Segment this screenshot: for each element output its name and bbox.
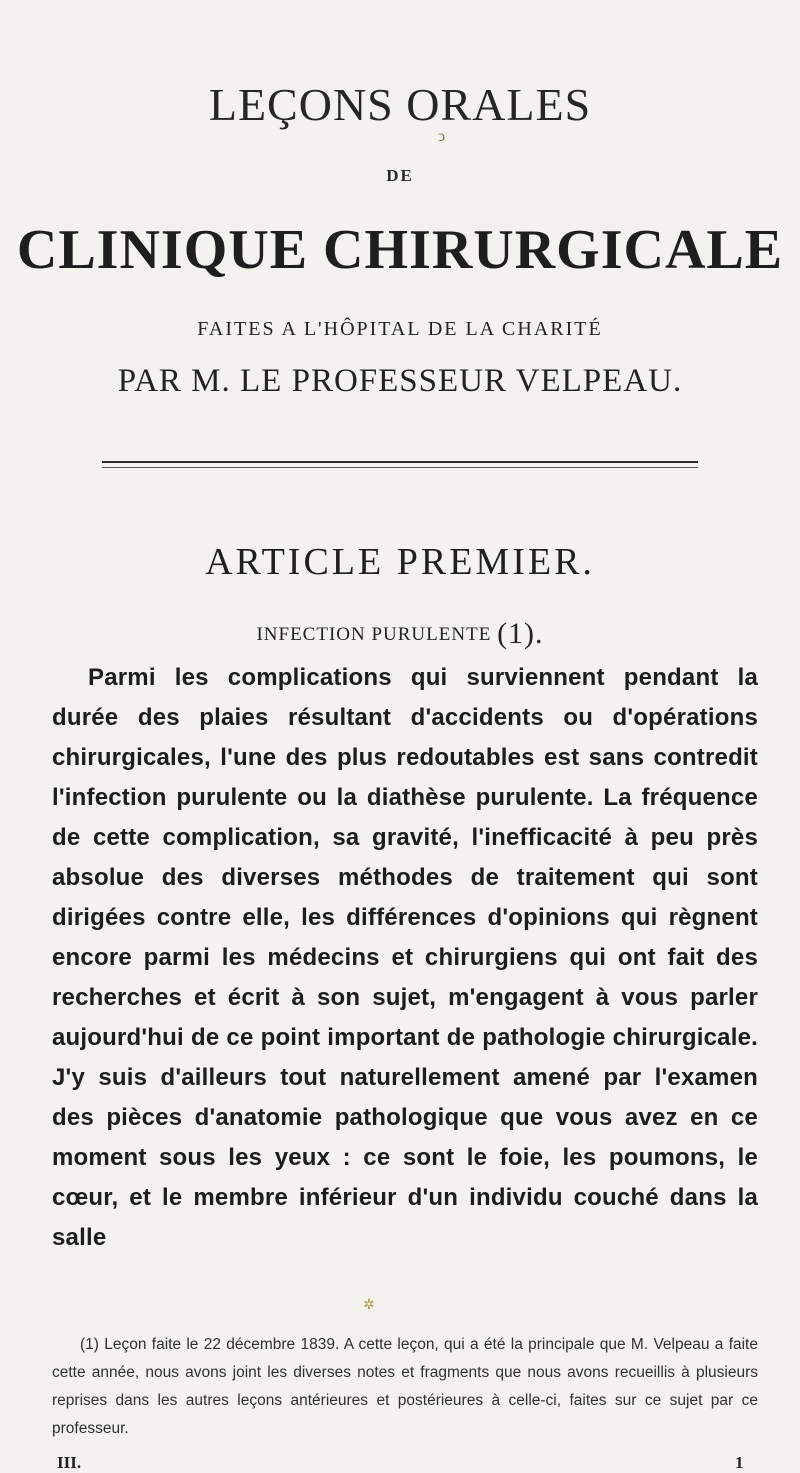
subtitle-hopital: FAITES A L'HÔPITAL DE LA CHARITÉ <box>197 318 603 340</box>
title-lecons-orales: LEÇONS ORALES <box>208 79 592 130</box>
title-clinique-chirurgicale: CLINIQUE CHIRURGICALE <box>16 219 784 281</box>
author-line: PAR M. LE PROFESSEUR VELPEAU. <box>117 363 683 399</box>
section-title-line <box>0 617 800 651</box>
footnote-paragraph: (1) Leçon faite le 22 décembre 1839. A cette leçon, qui a été la principale que M. Velpeau a faite cette année, nous avons joint les diverses notes et fragments que nous avons recueillis à plusieurs reprises dans les autres leçons antérieures et postérieures à celle-ci, faites sur ce sujet par ce professeur. <box>52 1336 758 1437</box>
title-connector: DE <box>386 166 414 185</box>
cedilla-mark-icon: ↄ <box>438 128 446 145</box>
section-note-ref: (1). <box>497 617 544 650</box>
article-body-paragraph: Parmi les complications qui surviennent pendant la durée des plaies résultant d'accidents ou d'opérations chirurgicales, l'une des plus redoutables est sans contredit l'infection purulente ou la diathèse purulente. La fréquence de cette complication, sa gravité, l'inefficacité à peu près absolue des diverses méthodes de traitement qui sont dirigées contre elle, les différences d'opinions qui règnent encore parmi les médecins et chirurgiens qui ont fait des recherches et écrit à son sujet, m'engagent à vous parler aujourd'hui de ce point important de pathologie chirurgicale. J'y suis d'ailleurs tout naturellement amené par l'examen des pièces d'anatomie pathologique que vous avez en ce moment sous les yeux : ce sont le foie, les poumons, le cœur, et le membre inférieur d'un individu couché dans la salle <box>52 664 758 1251</box>
section-title: INFECTION PURULENTE <box>256 624 492 645</box>
volume-signature: III. <box>57 1453 82 1472</box>
double-rule-top <box>102 461 698 463</box>
double-rule-bottom <box>102 467 698 468</box>
ink-mark-icon: ✲ <box>363 1297 375 1313</box>
article-heading: ARTICLE PREMIER. <box>205 541 595 583</box>
sheet-signature: 1 <box>735 1453 744 1472</box>
